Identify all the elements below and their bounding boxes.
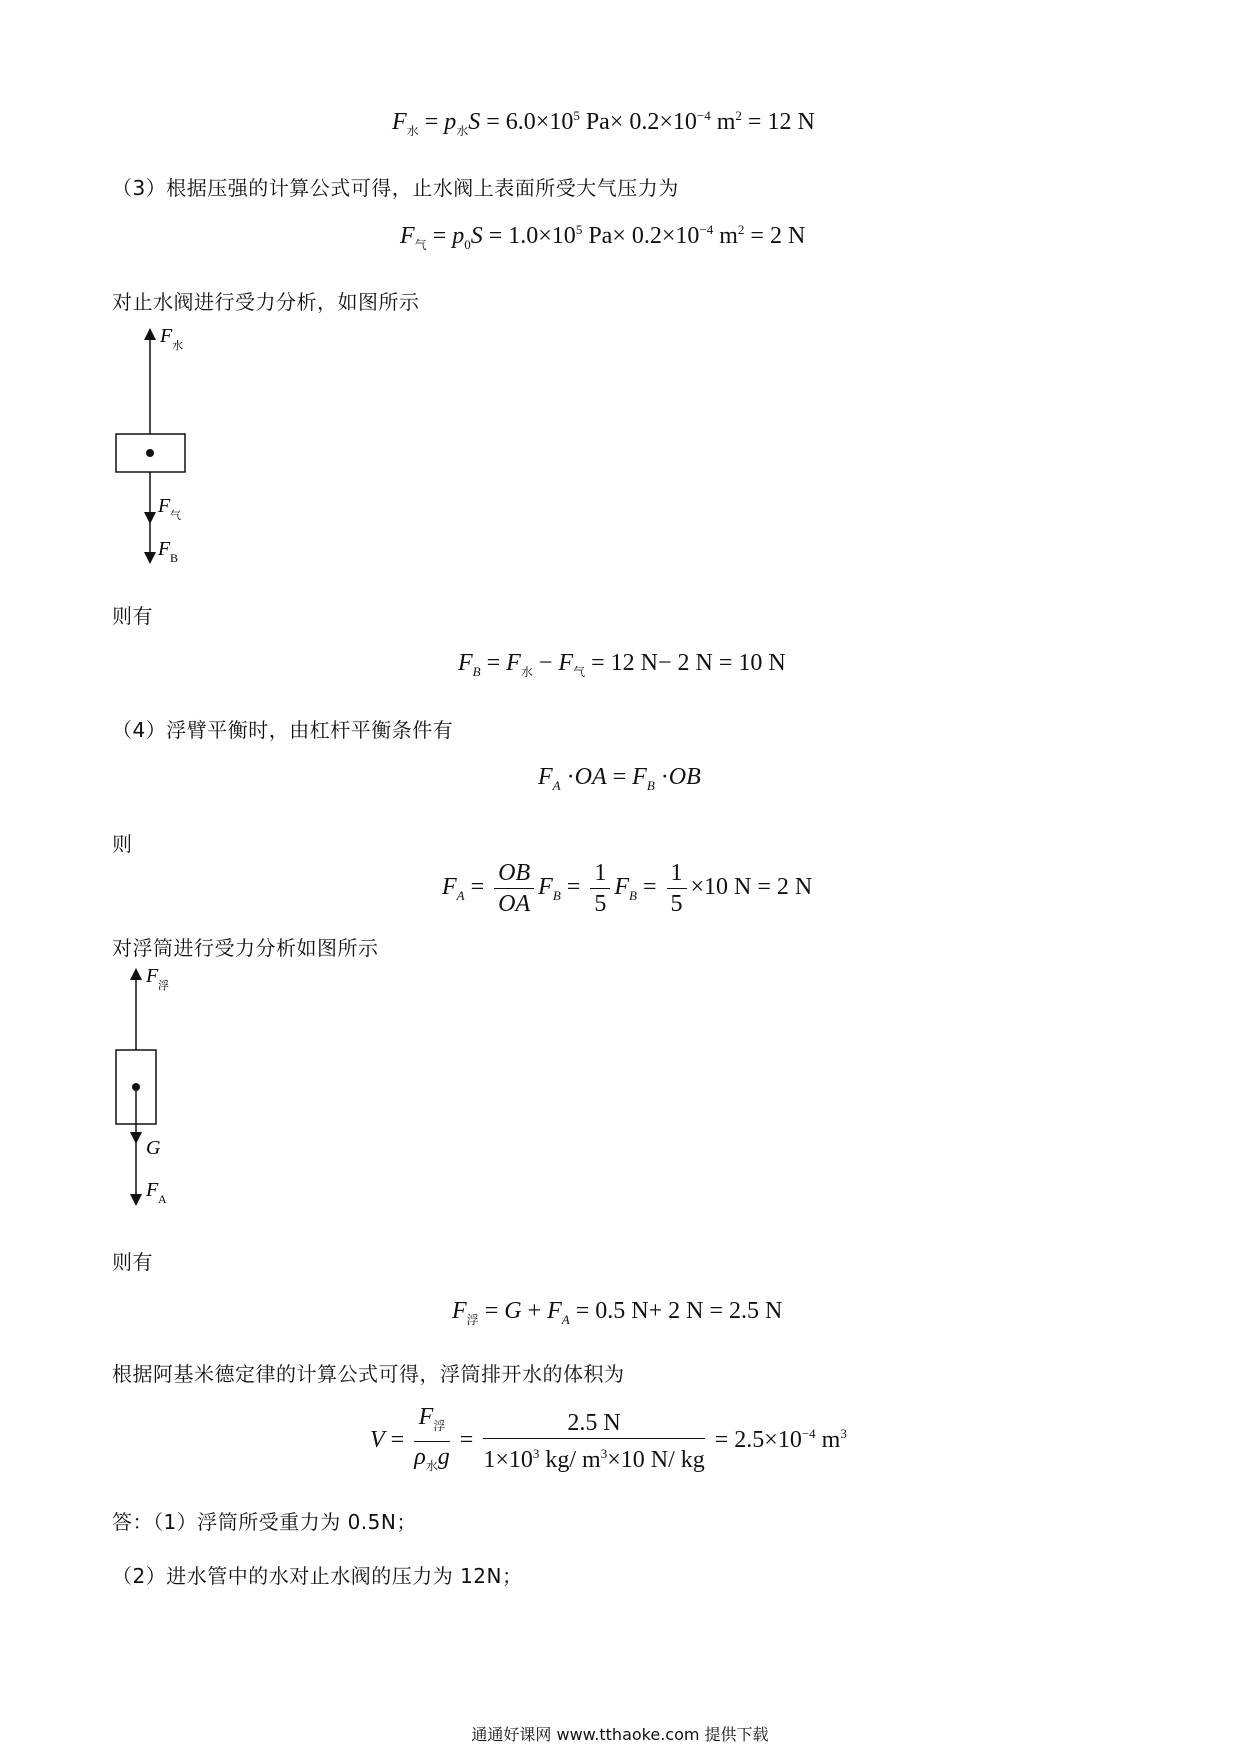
exponent: 3 [840,1425,847,1441]
exponent: 3 [600,1445,608,1461]
paragraph-part3: （3）根据压强的计算公式可得，止水阀上表面所受大气压力为 [112,176,679,200]
eq-rhs: = 6.0×10 [486,109,574,135]
eq-result: = 12 N [741,109,815,135]
symbol-f: F [392,109,407,135]
symbol-oa: OA [574,764,607,790]
subscript-b: B [472,663,481,679]
exponent: 3 [532,1445,540,1461]
den-part: ×10 N/ kg [607,1446,705,1473]
symbol-v: V [370,1426,385,1453]
subscript-water: 水 [520,664,533,679]
fraction-numeric [483,1408,704,1475]
symbol-g: G [504,1298,522,1324]
subscript-zero: 0 [464,236,471,252]
symbol-f: F [442,874,457,901]
numerator: 1 [667,858,687,889]
symbol-f: F [558,650,574,676]
subscript-b: B [552,887,561,903]
numerator: 1 [590,858,610,889]
symbol-rho: ρ [414,1443,426,1470]
unit: m [815,1426,841,1453]
exponent: 5 [575,222,583,237]
numerator [414,1402,450,1442]
fraction-ob-oa [494,858,534,919]
numerator: OB [494,858,534,889]
subscript-a: A [552,777,561,793]
label-sub-b: B [170,551,179,565]
den-part: 1×10 [483,1446,533,1473]
subscript-float: 浮 [466,1312,479,1327]
subscript-a: A [456,887,465,903]
equation-volume: V = $\frac{F_浮}{\rho_水g}$ = $\frac{2.5 N}{1\times 10^3 kg/ m^3\times 10 N/ kg}$ = $2.5\times 10^{-4}$ $m^3$ [370,1402,847,1481]
exponent: 2 [735,108,742,123]
symbol-f: F [506,650,521,676]
symbol-p: p [444,109,457,135]
symbol-f: F [452,1298,467,1324]
denominator [414,1442,450,1481]
eq-result: = 12 N− 2 N = 10 N [591,650,786,676]
eq-rhs: = 1.0×10 [488,223,576,249]
symbol-f: F [458,650,473,676]
subscript-a: A [561,1311,570,1327]
equation-air-force: $F_气 = p_0S = 1.0\times 10^5$ $Pa\times 0.2\times 10^{-4}$ $m^2 = 2$ N [400,222,806,252]
subscript-water: 水 [456,123,469,138]
paragraph-then-1: 则有 [112,604,153,628]
subscript-b: B [646,777,655,793]
symbol-ob: OB [668,764,701,790]
denominator [483,1439,704,1475]
paragraph-archimedes: 根据阿基米德定律的计算公式可得，浮筒排开水的体积为 [112,1362,625,1386]
fraction-one-fifth [667,858,687,919]
eq-result: ×10 N = 2 N [690,874,813,901]
equation-buoyancy: $F_浮 = G + F_A = 0.5$ N+ 2 N = 2.5 N [452,1298,783,1327]
numerator: 2.5 N [483,1408,704,1439]
denominator: 5 [670,891,683,917]
den-part: kg/ m [539,1446,601,1473]
label-sub-a: A [158,1192,167,1206]
equation-fb: $F_B = F_水 - F_气 = 12$ N− 2 N = 10 N [458,650,786,679]
paragraph-part4: （4）浮臂平衡时，由杠杆平衡条件有 [112,718,454,742]
label-sub-air: 气 [170,509,181,522]
subscript-air: 气 [414,237,427,252]
equation-fa: $F_A$ = $\frac{OB}{OA}$ $F_B$ = $\frac{1}{5}$ $F_B$ = $\frac{1}{5}$ ×10 N = 2 N [442,860,813,917]
exponent: 2 [737,222,745,237]
label-f-a: F [146,1179,159,1201]
subscript-air: 气 [573,664,586,679]
float-force-diagram [108,962,228,1222]
symbol-g: g [437,1443,450,1470]
label-f-float: F [146,965,159,987]
subscript-water: 水 [425,1458,438,1473]
equation-lever: $F_A \cdot OA = F_B \cdot OB$ [538,764,701,793]
symbol-f: F [632,764,647,790]
symbol-f: F [547,1298,562,1324]
eq-result: = 2.5×10 [714,1426,802,1453]
symbol-s: S [470,223,483,249]
fraction-f-over-rho-g [414,1402,450,1481]
exponent: −4 [699,222,714,237]
denominator: 5 [594,891,607,917]
symbol-f: F [538,874,553,901]
subscript-water: 水 [406,123,419,138]
symbol-s: S [468,109,481,135]
subscript-b: B [629,887,637,903]
label-f-b: F [158,538,171,560]
page-footer: 通通好课网 www.tthaoke.com 提供下载 [471,1725,769,1744]
exponent: −4 [801,1425,816,1441]
unit: m [713,223,738,249]
denominator: OA [498,891,531,917]
exponent: 5 [573,108,580,123]
answer-part2: （2）进水管中的水对止水阀的压力为 12N； [112,1564,523,1588]
symbol-p: p [452,223,465,249]
symbol-f: F [418,1404,434,1430]
valve-force-diagram [108,320,228,580]
equation-water-force: $F_水 = p_水S = 6.0\times 10^5$ $Pa\times 0.2\times 10^{-4}$ $m^2 = 12$ N [392,108,815,138]
paragraph-then-3: 则有 [112,1250,153,1274]
eq-result: = 0.5 N+ 2 N = 2.5 N [575,1298,783,1324]
answer-part1: 答：（1）浮筒所受重力为 0.5N； [112,1510,417,1534]
symbol-f: F [400,223,415,249]
label-f-air: F [158,495,171,517]
symbol-f: F [538,764,553,790]
eq-mid: Pa× 0.2×10 [582,223,700,249]
paragraph-float-analysis: 对浮筒进行受力分析如图所示 [112,936,379,960]
paragraph-then-2: 则 [112,832,133,856]
label-sub-water: 水 [172,339,183,352]
exponent: −4 [696,108,711,123]
fraction-one-fifth [590,858,610,919]
label-f-water: F [160,325,173,347]
symbol-f: F [614,874,630,901]
eq-result: = 2 N [744,223,806,249]
paragraph-valve-analysis: 对止水阀进行受力分析，如图所示 [112,290,420,314]
center-dot [146,449,154,457]
eq-mid: Pa× 0.2×10 [579,109,697,135]
unit: m [710,109,736,135]
label-sub-float: 浮 [158,979,169,992]
label-g: G [146,1137,161,1159]
subscript-float: 浮 [433,1418,446,1433]
